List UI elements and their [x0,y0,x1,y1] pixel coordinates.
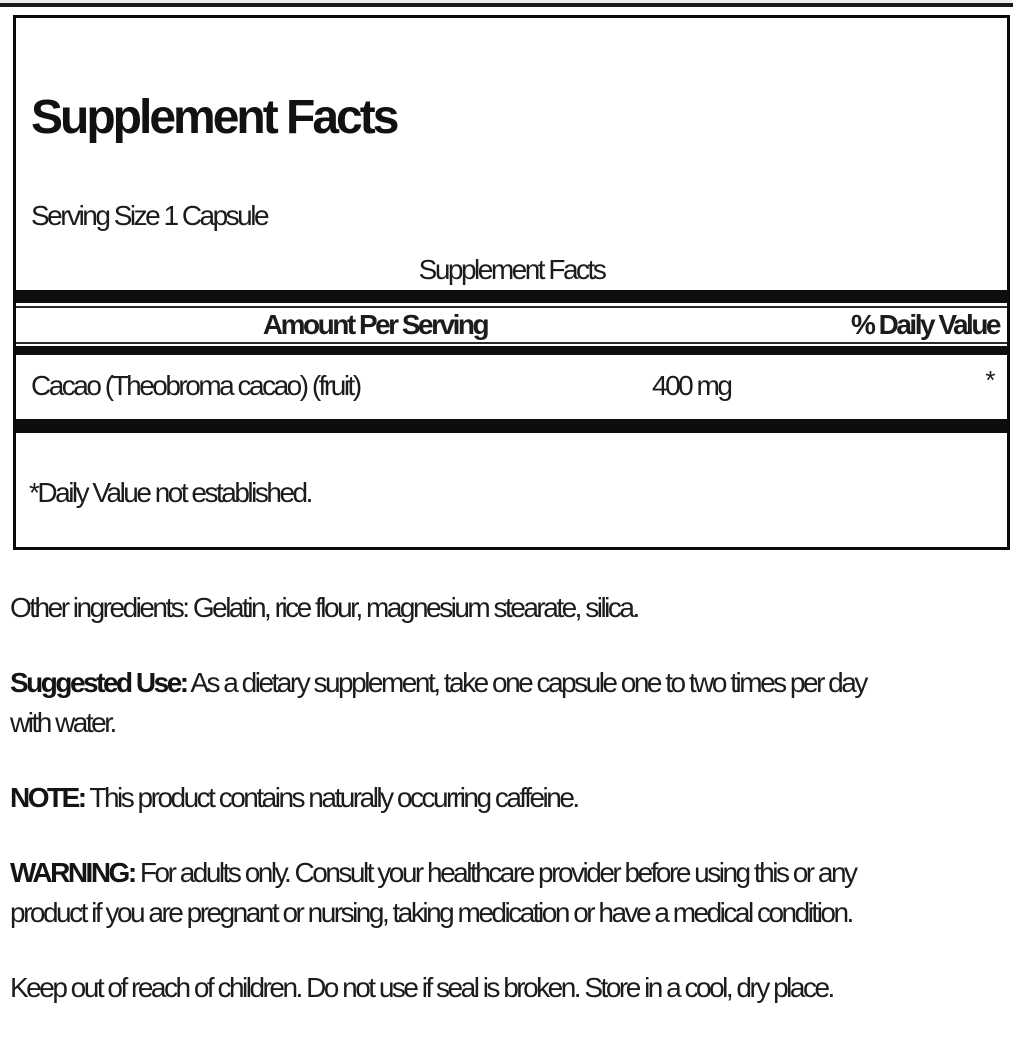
warning-paragraph [10,853,1016,933]
header-percent-daily-value: % Daily Value [850,309,999,340]
paragraph-text: Other ingredients: Gelatin, rice flour, magnesium stearate, silica. [10,592,638,623]
thick-divider-mid [16,346,1007,355]
paragraph-text-line1: As a dietary supplement, take one capsule one to two times per day [186,667,866,698]
panel-title: Supplement Facts [31,91,397,144]
supplement-facts-panel [13,15,1010,550]
facts-table-header [16,308,1007,342]
paragraph-text: This product contains naturally occurring caffeine. [84,782,578,813]
thick-divider-bottom [16,419,1007,433]
facts-table-title: Supplement Facts [418,254,605,285]
paragraph-text: Keep out of reach of children. Do not use if seal is broken. Store in a cool, dry place. [10,972,833,1003]
paragraph-lead: NOTE: [10,782,85,813]
paragraph-lead: Suggested Use: [10,667,187,698]
header-amount-per-serving: Amount Per Serving [262,309,488,340]
paragraph-lead: WARNING: [10,857,135,888]
table-row [16,367,1007,405]
paragraph-text-line2: with water. [10,707,115,738]
note-paragraph [10,778,1016,818]
serving-size-text: Serving Size 1 Capsule [31,200,268,231]
ingredient-amount: 400 mg [652,370,731,401]
ingredient-name: Cacao (Theobroma cacao) (fruit) [31,370,360,401]
thin-rule-below-header [16,342,1007,344]
thick-divider-top [16,290,1007,303]
label-body-copy [10,588,1016,1043]
suggested-use-paragraph [10,663,1016,743]
other-ingredients-paragraph [10,588,1016,628]
top-crop-line [0,3,1013,7]
storage-paragraph [10,968,1016,1008]
paragraph-text-line1: For adults only. Consult your healthcare provider before using this or any [134,857,856,888]
ingredient-daily-value: * [985,365,993,395]
paragraph-text-line2: product if you are pregnant or nursing, taking medication or have a medical condition. [10,897,852,928]
daily-value-footnote: *Daily Value not established. [29,477,311,508]
